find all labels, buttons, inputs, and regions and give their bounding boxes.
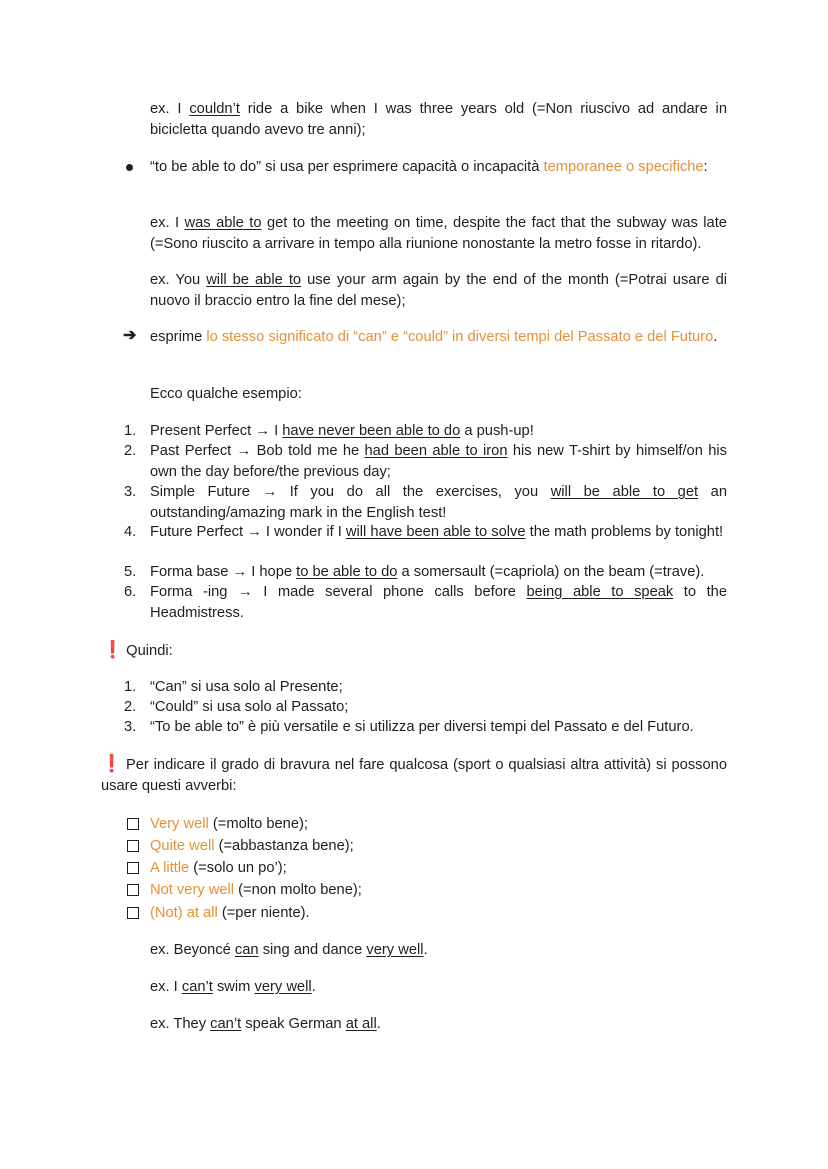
exclamation-icon: ❗ — [102, 640, 124, 659]
bullet-icon — [124, 157, 136, 177]
list-number: 6. — [124, 584, 137, 600]
checklist-item: Quite well (=abbastanza bene); — [150, 838, 354, 854]
checklist-item: (Not) at all (=per niente). — [150, 905, 310, 921]
example-couldnt: ex. I couldn’t ride a bike when I was three years old (=Non riuscivo ad andare in bicicletta quando avevo tre anni); — [150, 101, 727, 138]
highlight-text: temporanee o specifiche — [543, 159, 704, 175]
adverbs-note: ❗ Per indicare il grado di bravura nel fare qualcosa (sport o qualsiasi altra attività) si possono usare questi avverbi: — [101, 754, 728, 794]
underlined-modal: couldn’t — [189, 101, 240, 117]
checkbox[interactable] — [127, 840, 139, 852]
list-item: Simple Future → If you do all the exercises, you will be able to get an outstanding/amazing mark in the English test! — [150, 484, 727, 521]
list-item: “Could” si usa solo al Passato; — [150, 699, 349, 715]
list-item: Present Perfect → I have never been able to do a push-up! — [150, 423, 534, 439]
list-number: 2. — [124, 699, 137, 715]
list-number: 1. — [124, 423, 137, 439]
list-number: 3. — [124, 484, 137, 500]
list-item: Forma -ing → I made several phone calls before being able to speak to the Headmistress. — [150, 584, 728, 621]
example-beyonce: ex. Beyoncé can sing and dance very well. — [150, 942, 428, 958]
list-item: “Can” si usa solo al Presente; — [150, 679, 343, 695]
list-number: 3. — [124, 719, 137, 735]
right-arrow-icon: ➔ — [123, 327, 137, 344]
checkbox[interactable] — [127, 818, 139, 830]
list-item: “To be able to” è più versatile e si utilizza per diversi tempi del Passato e del Futuro. — [150, 719, 694, 735]
example-swim: ex. I can’t swim very well. — [150, 979, 316, 995]
example-was-able: ex. I was able to get to the meeting on time, despite the fact that the subway was late (=Sono riuscito a arrivare in tempo alla riunione nonostante la metro fosse in ritardo). — [150, 215, 727, 252]
checklist-item: A little (=solo un po’); — [150, 860, 287, 876]
checklist-item: Not very well (=non molto bene); — [150, 882, 362, 898]
bullet-to-be-able: “to be able to do” si usa per esprimere capacità o incapacità temporanee o specifiche: — [150, 159, 708, 175]
list-number: 5. — [124, 564, 137, 580]
examples-intro: Ecco qualche esempio: — [150, 386, 302, 402]
quindi-heading: ❗ Quindi: — [102, 640, 173, 659]
checkbox[interactable] — [127, 907, 139, 919]
list-item: Past Perfect → Bob told me he had been able to iron his new T-shirt by himself/on his own the day before/the previous day; — [150, 443, 728, 480]
list-item: Forma base → I hope to be able to do a somersault (=capriola) on the beam (=trave). — [150, 564, 705, 580]
checklist-item: Very well (=molto bene); — [150, 816, 308, 832]
example-german: ex. They can’t speak German at all. — [150, 1016, 381, 1032]
arrow-point: esprime lo stesso significato di “can” e “could” in diversi tempi del Passato e del Futuro. — [150, 329, 718, 345]
list-number: 1. — [124, 679, 137, 695]
list-number: 2. — [124, 443, 137, 459]
checkbox[interactable] — [127, 862, 139, 874]
checkbox[interactable] — [127, 884, 139, 896]
list-number: 4. — [124, 524, 137, 540]
exclamation-icon: ❗ — [101, 754, 123, 773]
list-item: Future Perfect → I wonder if I will have been able to solve the math problems by tonight! — [150, 524, 724, 540]
example-will-be-able: ex. You will be able to use your arm again by the end of the month (=Potrai usare di nuovo il braccio entro la fine del mese); — [150, 272, 728, 309]
